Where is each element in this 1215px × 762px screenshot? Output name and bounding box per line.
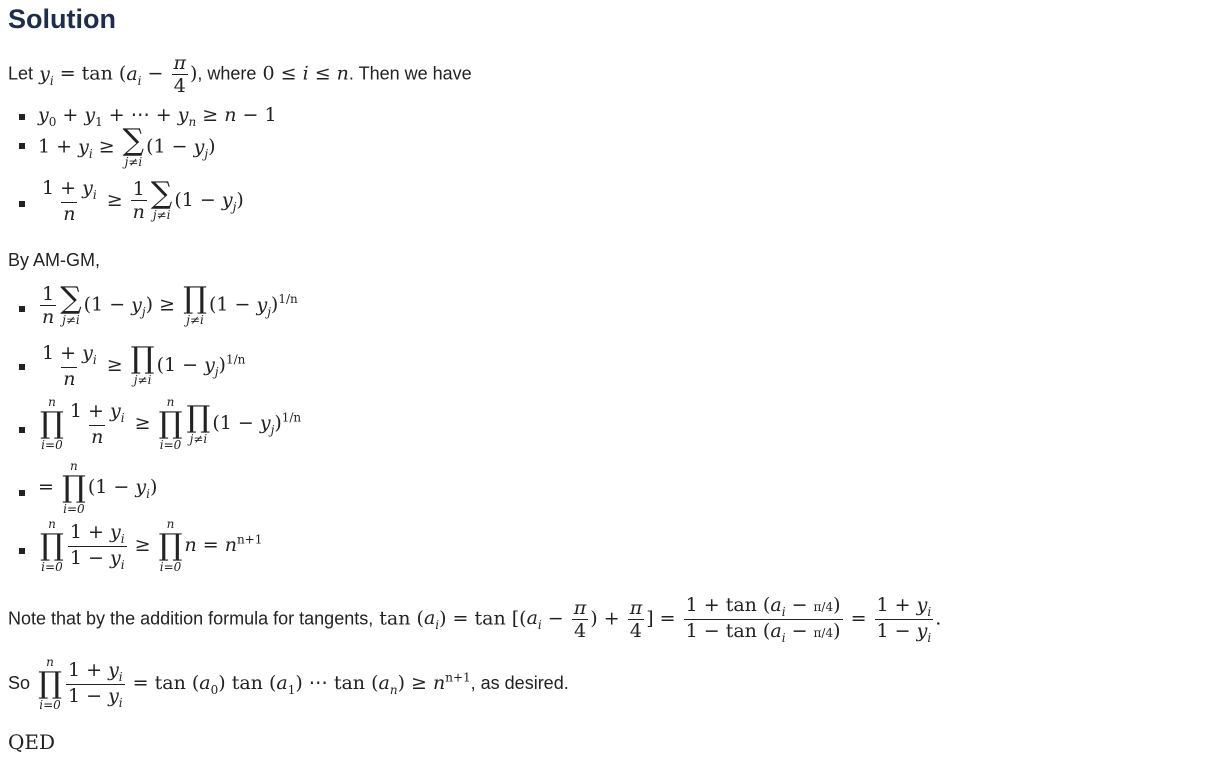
eq-ratio-prod: n ∏ i=0 $\frac{1 + y_i}{1 - y_i}$ ≥ n ∏ i=0 $n = n^{n+1}$ bbox=[40, 517, 263, 574]
note-text: Note that by the addition formula for tangents, bbox=[8, 608, 374, 629]
bullet bbox=[19, 306, 25, 312]
solution-heading: Solution bbox=[8, 4, 116, 34]
intro-let: Let bbox=[8, 63, 34, 84]
so-line: So n ∏ i=0 $\frac{1 + y_i}{1 - y_i}$ = $\tan (a_0)$ $\tan (a_1)$ ⋯ $\tan (a_n) \ge n^{n+1}$, as desired. bbox=[8, 655, 569, 712]
bullet bbox=[19, 490, 25, 496]
eq-divided: $\frac{1 + y_i}{n}$ ≥ $\frac{1}{n}$ ∑ j≠i $(1 - y_j)$ bbox=[42, 176, 244, 225]
eq-frac-prod: $\frac{1 + y_i}{n}$ ≥ ∏ j≠i $(1 - y_j)^{1/n}$ bbox=[42, 341, 246, 390]
am-gm-text: By AM-GM, bbox=[8, 250, 101, 270]
bullet bbox=[19, 548, 25, 554]
eq-sum-bound: $y_0 + y_1$ + ⋯ + $y_n \ge n - 1$ bbox=[38, 104, 277, 129]
eq-one-plus-y: $1 + y_i$ ≥ ∑ j≠i $(1 - y_j)$ bbox=[38, 123, 216, 169]
bullet bbox=[19, 114, 25, 120]
bullet bbox=[19, 427, 25, 433]
bullet bbox=[19, 143, 25, 149]
intro-line: Let $y_i = \tan (a_i$ − $\frac{\pi}{4}$ ), where 0 ≤ i ≤ n. Then we have bbox=[8, 52, 472, 97]
eq-equals-prod: = n ∏ i=0 $(1 - y_i)$ bbox=[38, 459, 158, 516]
note-line: Note that by the addition formula for tangents, $\tan (a_i) = \tan [(a_i$ − $\frac{\pi}{4}$ ) + $\frac{\pi}{4}$ ] = $\frac{1 + \tan (a_i - \pi/4)}{1 - \tan (a_i - \pi/4)}$ = $\frac{1 + y_i}{1 - y_i}$ . bbox=[8, 594, 942, 645]
intro-where: , where bbox=[197, 63, 257, 84]
so-text: So bbox=[8, 673, 31, 693]
eq-am-gm: $\frac{1}{n}$ ∑ j≠i $(1 - y_j)$ ≥ ∏ j≠i $(1 - y_j)^{1/n}$ bbox=[42, 281, 298, 328]
bullet bbox=[19, 201, 25, 207]
bullet bbox=[19, 364, 25, 370]
so-desired: , as desired. bbox=[470, 673, 569, 693]
eq-double-prod: n ∏ i=0 $\frac{1 + y_i}{n}$ ≥ n ∏ i=0 ∏ j≠i $(1 - y_j)^{1/n}$ bbox=[40, 395, 302, 452]
qed-text: QED bbox=[8, 730, 56, 754]
intro-then: . Then we have bbox=[348, 63, 472, 84]
